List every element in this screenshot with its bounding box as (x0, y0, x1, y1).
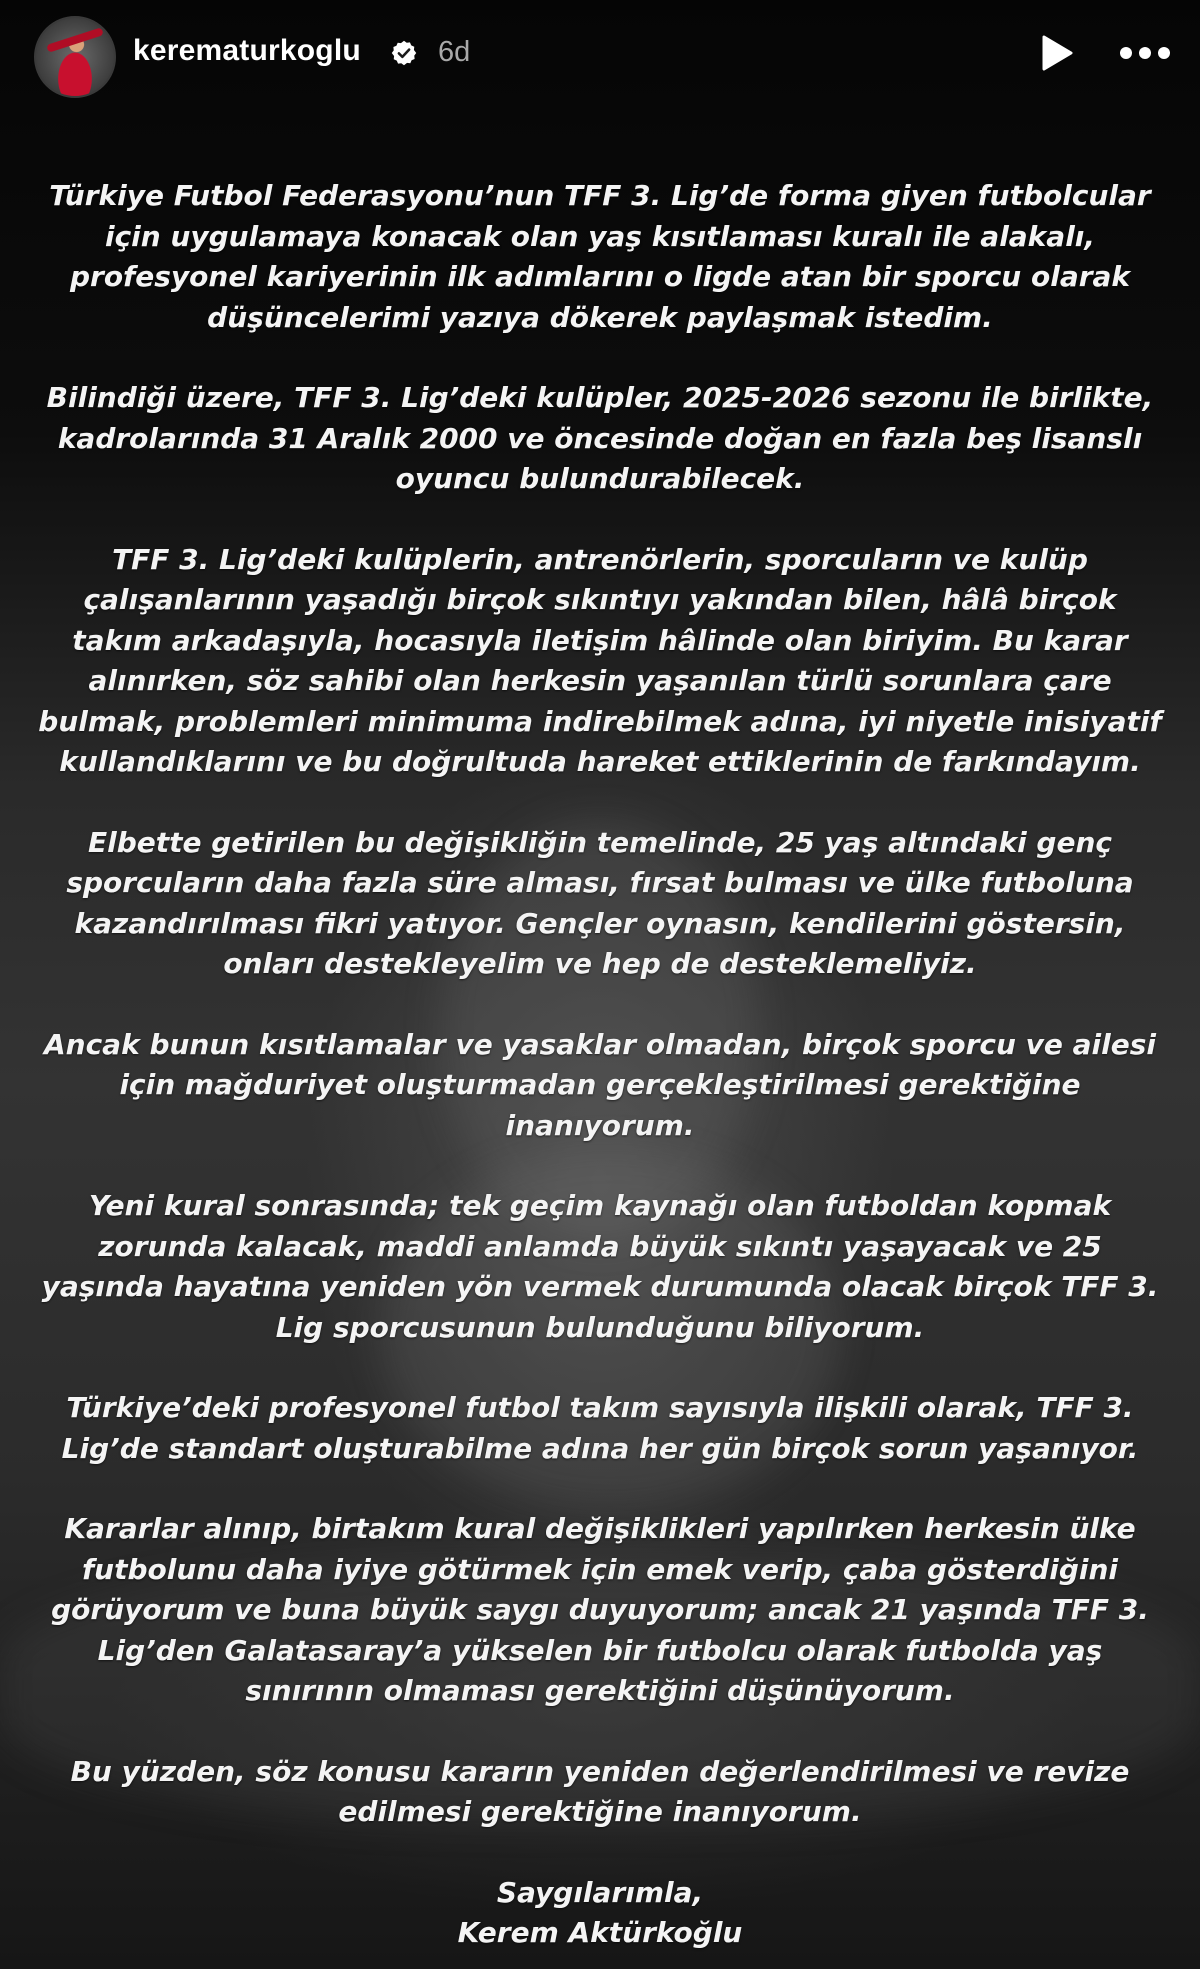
verified-badge-icon (390, 39, 418, 67)
closing-line: Saygılarımla, (496, 1875, 704, 1909)
avatar[interactable] (34, 16, 116, 98)
signature-name: Kerem Aktürkoğlu (457, 1916, 743, 1949)
statement-paragraph: Bilindiği üzere, TFF 3. Lig’deki kulüpler, 2025-2026 sezonu ile birlikte, kadrolarında 31 Aralık 2000 ve öncesinde doğan en fazla beş lisanslı oyuncu bulundurabilecek. (46, 381, 1154, 495)
statement-paragraph: Yeni kural sonrasında; tek geçim kaynağı olan futboldan kopmak zorunda kalacak, maddi anlamda büyük sıkıntı yaşayacak ve 25 yaşında hayatına yeniden yön vermek durumunda olacak birçok TFF 3. Lig sporcusunun bulunduğunu biliyorum. (41, 1189, 1159, 1344)
signoff (36, 1873, 1164, 1954)
more-options-icon[interactable] (1118, 40, 1172, 66)
post-timestamp: 6d (438, 36, 471, 68)
statement-paragraph: Kararlar alınıp, birtakım kural değişiklikleri yapılırken herkesin ülke futbolunu daha iyiye götürmek için emek verip, çaba gösterdiğini görüyorum ve buna büyük saygı duyuyorum; ancak 21 yaşında TFF 3. Lig’den Galatasaray’a yükselen bir futbolcu olarak futbolda yaş sınırının olmaması gerektiğini düşünüyorum. (51, 1512, 1149, 1707)
statement-paragraph: Elbette getirilen bu değişikliğin temelinde, 25 yaş altındaki genç sporcuların daha fazla süre alması, fırsat bulması ve ülke futboluna kazandırılması fikri yatıyor. Gençler oynasın, kendilerini göstersin, onları destekleyelim ve hep de desteklemeliyiz. (66, 825, 1134, 980)
username[interactable]: kerematurkoglu (133, 34, 361, 67)
statement-paragraph: Türkiye’deki profesyonel futbol takım sayısıyla ilişkili olarak, TFF 3. Lig’de standart oluşturabilme adına her gün birçok sorun yaşanıyor. (61, 1391, 1139, 1465)
story-header (0, 0, 1200, 110)
statement-paragraph: Türkiye Futbol Federasyonu’nun TFF 3. Lig’de forma giyen futbolcular için uygulamaya konacak olan yaş kısıtlaması kuralı ile alakalı, profesyonel kariyerinin ilk adımlarını o ligde atan bir sporcu olarak düşüncelerimi yazıya dökerek paylaşmak istedim. (49, 179, 1151, 334)
statement-paragraph: TFF 3. Lig’deki kulüplerin, antrenörlerin, sporcuların ve kulüp çalışanlarının yaşadığı birçok sıkıntıyı yakından bilen, hâlâ birçok takım arkadaşıyla, hocasıyla iletişim hâlinde olan biriyim. Bu karar alınırken, söz sahibi olan herkesin yaşanılan türlü sorunlara çare bulmak, problemleri minimuma indirebilmek adına, iyi niyetle inisiyatif kullandıklarını ve bu doğrultuda hareket ettiklerinin de farkındayım. (38, 542, 1162, 778)
statement-paragraph: Bu yüzden, söz konusu kararın yeniden değerlendirilmesi ve revize edilmesi gerektiğine inanıyorum. (70, 1754, 1130, 1828)
play-icon[interactable] (1040, 34, 1074, 72)
statement-text (36, 176, 1164, 1954)
statement-paragraph: Ancak bunun kısıtlamalar ve yasaklar olmadan, birçok sporcu ve ailesi için mağduriyet oluşturmadan gerçekleştirilmesi gerektiğine inanıyorum. (43, 1027, 1156, 1142)
